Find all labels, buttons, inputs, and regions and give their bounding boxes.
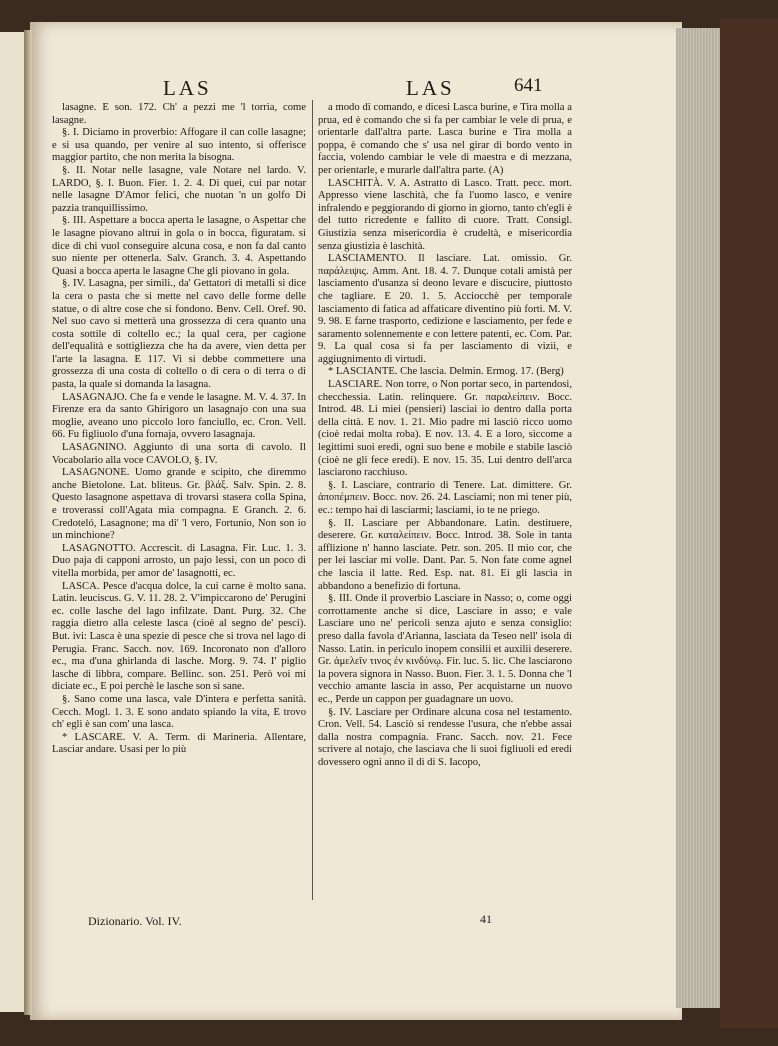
running-head-left: LAS	[163, 76, 212, 100]
entry-paragraph: * LASCIANTE. Che lascia. Delmin. Ermog. 17. (Berg)	[328, 366, 564, 378]
entry-paragraph: a modo di comando, e dicesi Lasca burine, e Tira molla a prua, ed è comando che si fa per cambiar le vele di prua, e orientarle dall'altra parte. Lasca burine e Tira molla a poppa, è comando che s' usa nel girar di bordo vento in faccia, volendo cambiar le vele di maestra e di mezzana, per orientarle, e murarle dall'altra parte. (A)	[318, 102, 572, 176]
entry-paragraph: §. III. Onde il proverbio Lasciare in Nasso; o, come oggi corrottamente anche si dice, Lasciare in asso; e vale Lasciare uno ne' pericoli senza ajuto e senza consiglio: preso dalla favola d'Arianna, lasciata da Teseo nell' isola di Nasso. Latin. in periculo inopem consilii et auxilii deserere. Gr. ἀμελεῖν τινος ἐν κινδύνῳ. Fir. luc. 5. lic. Che lasciarono la povera signora in Nasso. Buon. Fier. 3. 1. 5. Donna che 'l vecchio amante lascia in asso, Per acquistarne un nuovo ec., Perde un cappon per guadagnare un uovo.	[318, 593, 572, 705]
entry-paragraph: LASCHITÀ. V. A. Astratto di Lasco. Tratt. pecc. mort. Appresso viene laschità, che fa l'uomo lasco, e venire infralendo e peggiorando di giorno in giorno, tanto ch'egli è del tutto ricredente e fallito di cuore. Tratt. Consigl. Giustizia senza misericordia è crudeltà, e misericordia senza giustizia è laschità.	[318, 177, 572, 252]
gutter-shadow	[24, 30, 32, 1015]
entry-paragraph: LASAGNOTTO. Accrescit. di Lasagna. Fir. Luc. 1. 3. Duo paja di capponi arrosto, un pajo lessi, con un poco di vitella morbida, per amor de' lasagnotti, ec.	[52, 542, 306, 579]
right-column	[318, 102, 572, 769]
page-fore-edge	[676, 28, 720, 1008]
footer-signature: 41	[480, 912, 492, 926]
entry-paragraph: lasagne. E son. 172. Ch' a pezzi me 'l torria, come lasagne.	[52, 102, 306, 126]
entry-paragraph: §. IV. Lasciare per Ordinare alcuna cosa nel testamento. Cron. Vell. 54. Lasciò si rendesse l'usura, che n'ebbe assai dalla nostra compagnia. Franc. Sacch. nov. 21. Fece scrivere al notajo, che lasciava che li suoi figliuoli ed eredi dovessero ogni anno il dì di S. Iacopo,	[318, 706, 572, 768]
running-head-right: LAS	[406, 76, 455, 100]
entry-paragraph: LASCIAMENTO. Il lasciare. Lat. omissio. Gr. παράλειψις. Amm. Ant. 18. 4. 7. Dunque cotali amistà per lasciamento d'usanza si deono levare e discucire, piuttosto che tagliare. E 20. 1. 5. Acciocchè per temporale lasciamento di fatica ad affaticare diventino più forti. M. V. 9. 98. E farne trasporto, cedizione e lasciamento, per fede e saramento solennemente e con lettere patenti, ec. Com. Par. 9. La qual cosa si fa per lasciamento di vizii, e aggiugnimento di virtudi.	[318, 253, 572, 365]
entry-paragraph: §. II. Lasciare per Abbandonare. Latin. destituere, deserere. Gr. καταλείπειν. Bocc. Introd. 38. Sole in tanta afflizione n' hanno lasciate. Petr. son. 205. Il mio cor, che per lei lasciar mi volle. Dant. Par. 5. Non fate come agnel che lascia il latte. Red. Esp. nat. 81. Ei gli lascia in abbandono a benefizio di fortuna.	[318, 517, 572, 592]
column-rule	[312, 100, 313, 900]
entry-paragraph: * LASCARE. V. A. Term. di Marineria. Allentare, Lasciar andare. Usasi per lo più	[52, 731, 306, 756]
entry-paragraph: §. III. Aspettare a bocca aperta le lasagne, o Aspettar che le lasagne piovano altrui in gola o in bocca, figuratam. si dice di chi vuol conseguire alcuna cosa, e non fa dal canto suo niente per ottenerla. Salv. Granch. 3. 4. Aspettando Quasi a bocca aperta le lasagne Che gli piovano in gola.	[52, 215, 306, 277]
entry-paragraph: LASCA. Pesce d'acqua dolce, la cui carne è molto sana. Latin. leuciscus. G. V. 11. 28. 2. V'impiccarono de' Perugini ec. colle lasche del lago infilzate. Dant. Purg. 32. Che raggia dietro alla celeste lasca (cioè al segno de' pesci). But. ivi: Lasca è una spezie di pesce che si trova nel lago di Perugia. Franc. Sacch. nov. 169. Incoronato non d'alloro ec., ma d'una ghirlanda di lasche. Morg. 9. 74. I' piglio lasche di libbra, compare. Bellinc. son. 251. Però voi mi diciate ec., E poi perchè le lasche son sì sane.	[52, 580, 306, 693]
footer-volume: Dizionario. Vol. IV.	[88, 914, 182, 928]
left-page-edge	[0, 32, 27, 1012]
entry-paragraph: §. I. Diciamo in proverbio: Affogare il can colle lasagne; e si usa quando, per venire al suo intento, si offerisce maggior partito, che non merita la bisogna.	[52, 127, 306, 164]
left-column	[52, 102, 306, 757]
entry-paragraph: LASCIARE. Non torre, o Non portar seco, in partendosi, checchessia. Latin. relinquere. Gr. παραλείπειν. Bocc. Introd. 48. Li miei (pensieri) lasciai io dentro dalla porta della città. E nov. 1. 21. Mio padre mi lasciò ricco uomo (cioè redai molta roba). E nov. 13. 4. E a loro, siccome a legittimi suoi eredi, ogni suo bene e mobile e stabile lasciò (cioè ne gli fece eredi). E nov. 15. 35. Lui dentro dell'arca lasciarono racchiuso.	[318, 379, 572, 479]
entry-paragraph: LASAGNAJO. Che fa e vende le lasagne. M. V. 4. 37. In Firenze era da santo Ghirigoro un lasagnajo con una sua moglie, aveano uno piccolo loro fanciullo, ec. Cron. Vell. 66. Fu figliuolo d'una fornaja, ovvero lasagnaja.	[52, 391, 306, 441]
book-cover	[720, 18, 778, 1028]
entry-paragraph: §. Sano come una lasca, vale D'intera e perfetta sanità. Cecch. Mogl. 1. 3. E sono andato spiando la vita, E trovo ch' egli è san com' una lasca.	[52, 693, 306, 731]
entry-paragraph: LASAGNONE. Uomo grande e scipito, che diremmo anche Bietolone. Lat. bliteus. Gr. βλάξ. Salv. Spin. 2. 8. Questo lasagnone aspettava di trovarsi stasera colla Spina, e troverassi coll'Agata mia compagna. E Granch. 2. 6. Credoteló, Lasagnone; ma di' 'l vero, Fortunio, Non son io un minchione?	[52, 467, 306, 542]
entry-paragraph: §. II. Notar nelle lasagne, vale Notare nel lardo. V. LARDO, §. I. Buon. Fier. 1. 2. 4. Di quei, cui par notar nelle lasagne D'Amor felici, che nuotan 'n un golfo Di pazzia tranquillissimo.	[52, 164, 306, 214]
entry-paragraph: LASAGNINO. Aggiunto di una sorta di cavolo. Il Vocabolario alla voce CAVOLO, §. IV.	[52, 442, 306, 466]
entry-paragraph: §. I. Lasciare, contrario di Tenere. Lat. dimittere. Gr. ἀποπέμπειν. Bocc. nov. 26. 24. Lasciami; non mi tener più, ec.: tempo hai di lasciarmi; lasciami, io te ne priego.	[318, 479, 572, 516]
entry-paragraph: §. IV. Lasagna, per simili., da' Gettatori di metalli si dice la cera o pasta che si mette nel cavo delle forme delle statue, o di altre cose che si fondono. Benv. Cell. Oref. 90. Nel suo cavo si metterà una grossezza di cera quanto una costa sottile di coltello ec.; la qual cera, per cagione dell'equalità e sottigliezza che ha da avere, vien detta per l'arte la lasagna. E 117. Vi si debbe commettere una grossezza di una costa di coltello o di cera o di terra o di pasta, la quale si domanda la lasagna.	[52, 278, 306, 391]
page-number: 641	[514, 75, 543, 96]
